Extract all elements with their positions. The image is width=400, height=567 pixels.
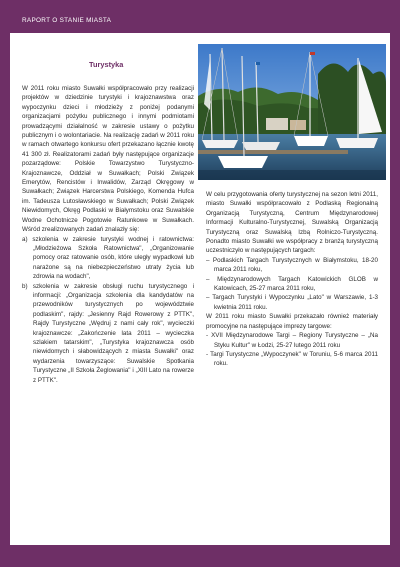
list-item: - XVII Międzynarodowe Targi – Regiony Turystyczne – „Na Styku Kultur" w Łodzi, 25-27 lutego 2011 roku — [206, 332, 378, 349]
sailboats-marina-photo — [198, 44, 386, 180]
list-item: – Targach Turystyki i Wypoczynku „Lato" w Warszawie, 1-3 kwietnia 2011 roku. — [206, 294, 378, 311]
running-header: RAPORT O STANIE MIASTA — [22, 17, 112, 24]
cooperation-paragraph: W celu przygotowania oferty turystycznej na sezon letni 2011, miasto Suwałki współpracowało z Podlaską Regionalną Organizacją Turystyczną, Centrum Międzynarodowej Informacji Kulturalno-Turystycznej, Suwalską Organizacją Turystyczną oraz Suwalską Izbą Rolniczo-Turystyczną. Ponadto miasto Suwałki we współpracy z branżą turystyczną uczestniczyło w następujących targach: — [206, 191, 378, 255]
list-item: – Podlaskich Targach Turystycznych w Białymstoku, 18-20 marca 2011 roku, — [206, 256, 378, 274]
page-sheet — [10, 33, 390, 545]
intro-paragraph: W 2011 roku miasto Suwałki współpracowało przy realizacji projektów w dziedzinie turystyki i krajoznawstwa oraz wypoczynku dzieci i młodzieży z poniżej podanymi organizacjami pożytku publicznego i innymi podmiotami prowadzącymi działalność w zakresie ustawy o pożytku publicznym i o wolontariacie. Na realizację zadań w 2011 roku w ramach otwartego konkursu ofert przekazano łącznie kwotę 41 300 zł. Realizatorami zadań były następujące organizacje pozarządowe: Polskie Towarzystwo Turystyczno-Krajoznawcze, Oddział w Suwałkach; Polski Związek Emerytów, Rencistów i Inwalidów, Zarząd Okręgowy w Suwałkach; Związek Harcerstwa Polskiego, Komenda Hufca im. Tadeusza Lutosławskiego w Suwałkach; Polski Związek Niewidomych, Okręg Podlaski w Białymstoku oraz Suwalskie Wodne Ochotnicze Pogotowie Ratunkowe w Suwałkach. Wśród zrealizowanych zadań znalazły się: — [22, 85, 194, 234]
right-column — [206, 190, 378, 369]
fairs-list — [206, 256, 378, 312]
list-marker: a) — [22, 235, 28, 243]
section-title: Turystyka — [89, 60, 124, 69]
list-item — [22, 235, 194, 282]
list-item: – Międzynarodowych Targach Katowickich GLOB w Katowicach, 25-27 marca 2011 roku, — [206, 275, 378, 293]
promo-list — [206, 331, 378, 369]
list-item: - Targi Turystyczne „Wypoczynek" w Toruniu, 5-6 marca 2011 roku. — [206, 350, 378, 368]
list-text: szkolenia w zakresie turystyki wodnej i ratownictwa: „Młodzieżowa Szkoła Ratownictwa", „Organizowanie pomocy oraz ratowanie osób, które uległy wypadkowi lub narażone są na niebezpieczeństwo utraty życia lub zdrowia na wodach", — [32, 235, 194, 281]
list-item — [22, 282, 194, 385]
marina-illustration — [198, 44, 386, 180]
projects-list — [22, 235, 194, 386]
left-column — [22, 84, 194, 385]
list-text: szkolenia w zakresie obsługi ruchu turystycznego i informacji: „Organizacja szkolenia dla kandydatów na przewodników turystycznych po województwie podlaskim", rajdy: „Jesienny Rajd Rowerowy z PTTK", Rajdy Turystyczne „Wędruj z nami cały rok", wycieczki krajoznawcze: „Zakończenie lata 2011 – wycieczka szlakiem tatarskim", „Turystyka krajoznawcza osób niewidomych i słabowidzących z miasta Suwałki" oraz wydarzenia towarzyszące: Suwalskie Spotkania Turystyczne „II Szkoła Żeglowania" i „XIII Lato na rowerze z PTTK". — [32, 282, 194, 384]
promo-paragraph: W 2011 roku miasto Suwałki przekazało również materiały promocyjne na następujące imprezy targowe: — [206, 313, 378, 330]
page-number: 44 — [196, 540, 204, 547]
list-marker: b) — [22, 282, 28, 290]
